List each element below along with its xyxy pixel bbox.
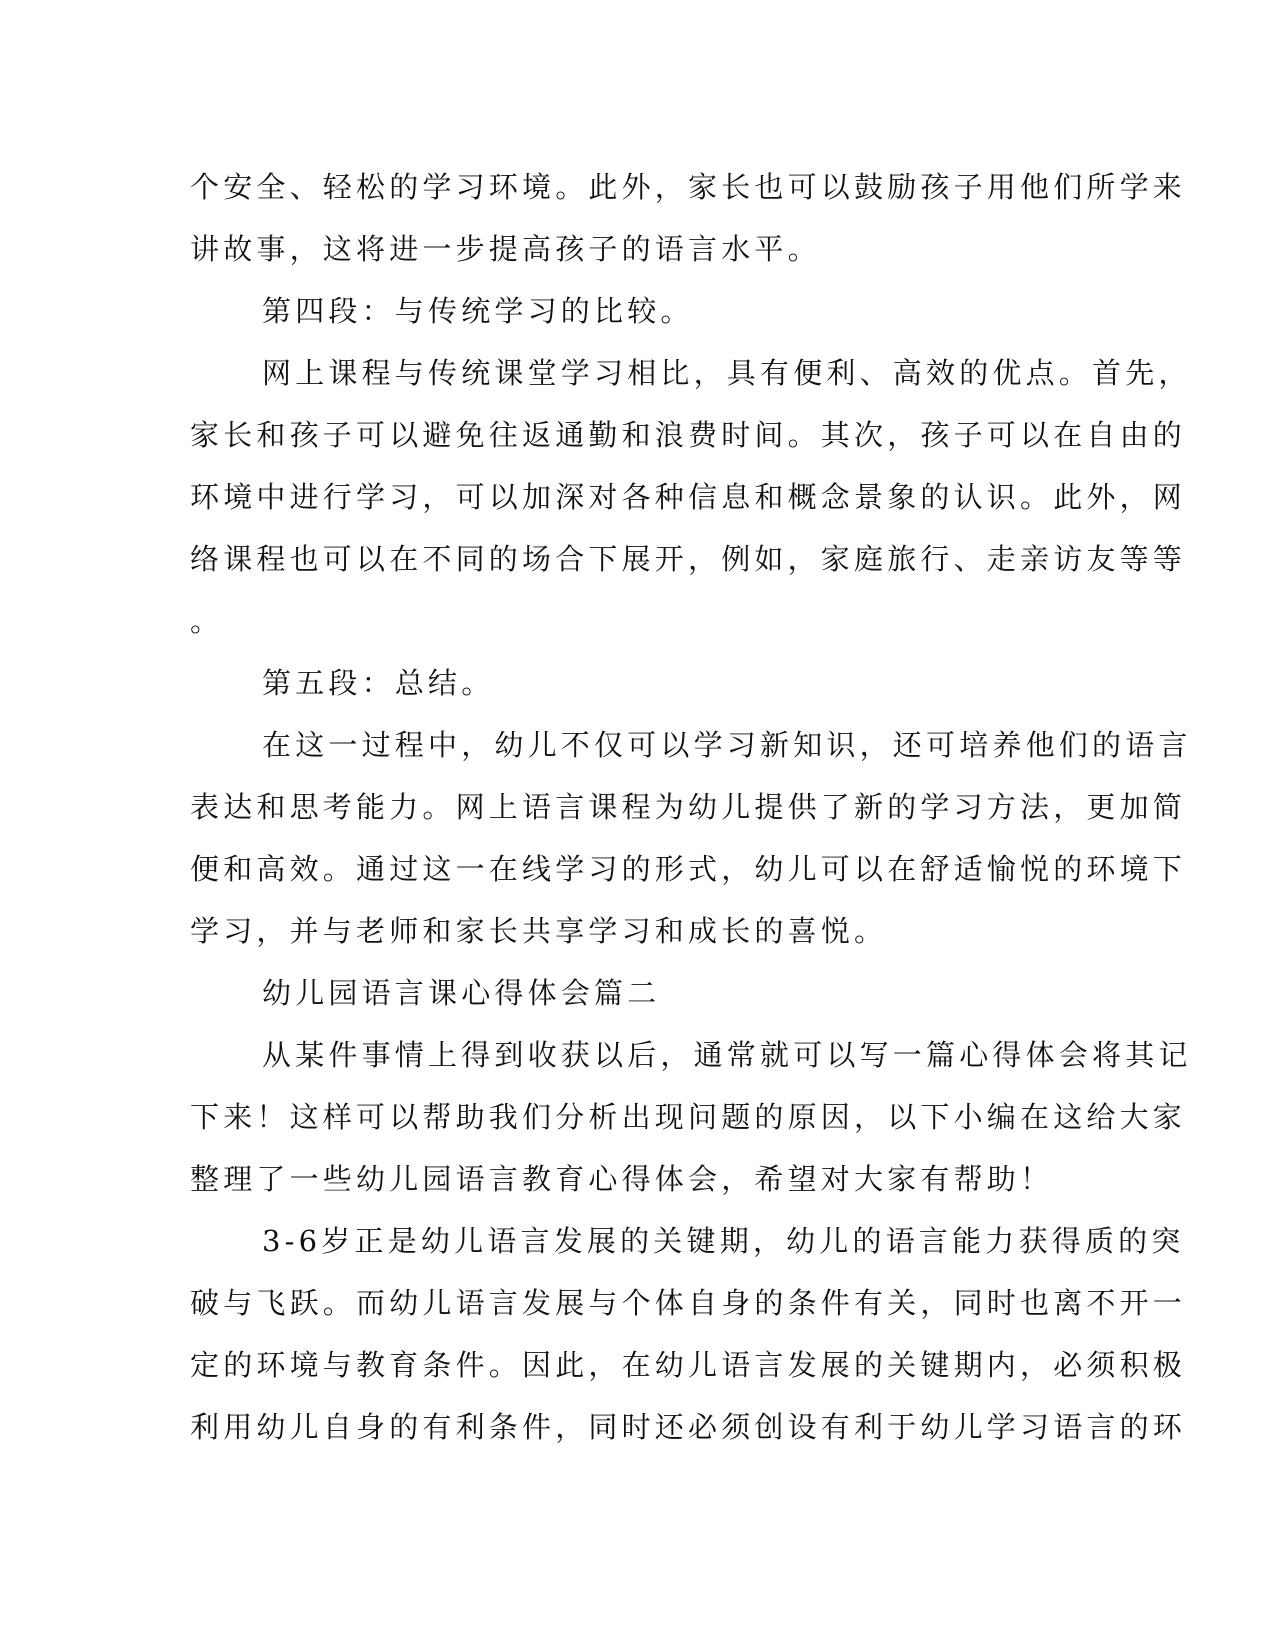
paragraph-line: 整理了一些幼儿园语言教育心得体会，希望对大家有帮助！ — [190, 1162, 1054, 1196]
paragraph-line: 家长和孩子可以避免往返通勤和浪费时间。其次，孩子可以在自由的 — [190, 418, 1187, 452]
paragraph-line: 络课程也可以在不同的场合下展开，例如，家庭旅行、走亲访友等等 — [190, 542, 1187, 576]
paragraph-line: 。 — [190, 604, 224, 638]
paragraph-line: 利用幼儿自身的有利条件，同时还必须创设有利于幼儿学习语言的环 — [190, 1410, 1187, 1444]
paragraph-line: 表达和思考能力。网上语言课程为幼儿提供了新的学习方法，更加简 — [190, 790, 1187, 824]
document-body — [190, 168, 1192, 1470]
paragraph-line: 在这一过程中，幼儿不仅可以学习新知识，还可培养他们的语言 — [262, 728, 1192, 762]
paragraph-line: 讲故事，这将进一步提高孩子的语言水平。 — [190, 232, 821, 266]
paragraph-line: 从某件事情上得到收获以后，通常就可以写一篇心得体会将其记 — [262, 1038, 1192, 1072]
paragraph-line: 便和高效。通过这一在线学习的形式，幼儿可以在舒适愉悦的环境下 — [190, 852, 1187, 886]
paragraph-line: 网上课程与传统课堂学习相比，具有便利、高效的优点。首先， — [262, 356, 1192, 390]
paragraph-line: 下来！这样可以帮助我们分析出现问题的原因，以下小编在这给大家 — [190, 1100, 1187, 1134]
paragraph-line: 环境中进行学习，可以加深对各种信息和概念景象的认识。此外，网 — [190, 480, 1187, 514]
section-heading: 第四段：与传统学习的比较。 — [262, 294, 694, 328]
paragraph-line: 定的环境与教育条件。因此，在幼儿语言发展的关键期内，必须积极 — [190, 1348, 1187, 1382]
article-title: 幼儿园语言课心得体会篇二 — [262, 976, 661, 1010]
paragraph-line: 破与飞跃。而幼儿语言发展与个体自身的条件有关，同时也离不开一 — [190, 1286, 1187, 1320]
section-heading: 第五段：总结。 — [262, 666, 495, 700]
paragraph-line: 个安全、轻松的学习环境。此外，家长也可以鼓励孩子用他们所学来 — [190, 170, 1187, 204]
paragraph-line: 学习，并与老师和家长共享学习和成长的喜悦。 — [190, 914, 888, 948]
paragraph-line: 3-6岁正是幼儿语言发展的关键期，幼儿的语言能力获得质的突 — [262, 1224, 1185, 1258]
